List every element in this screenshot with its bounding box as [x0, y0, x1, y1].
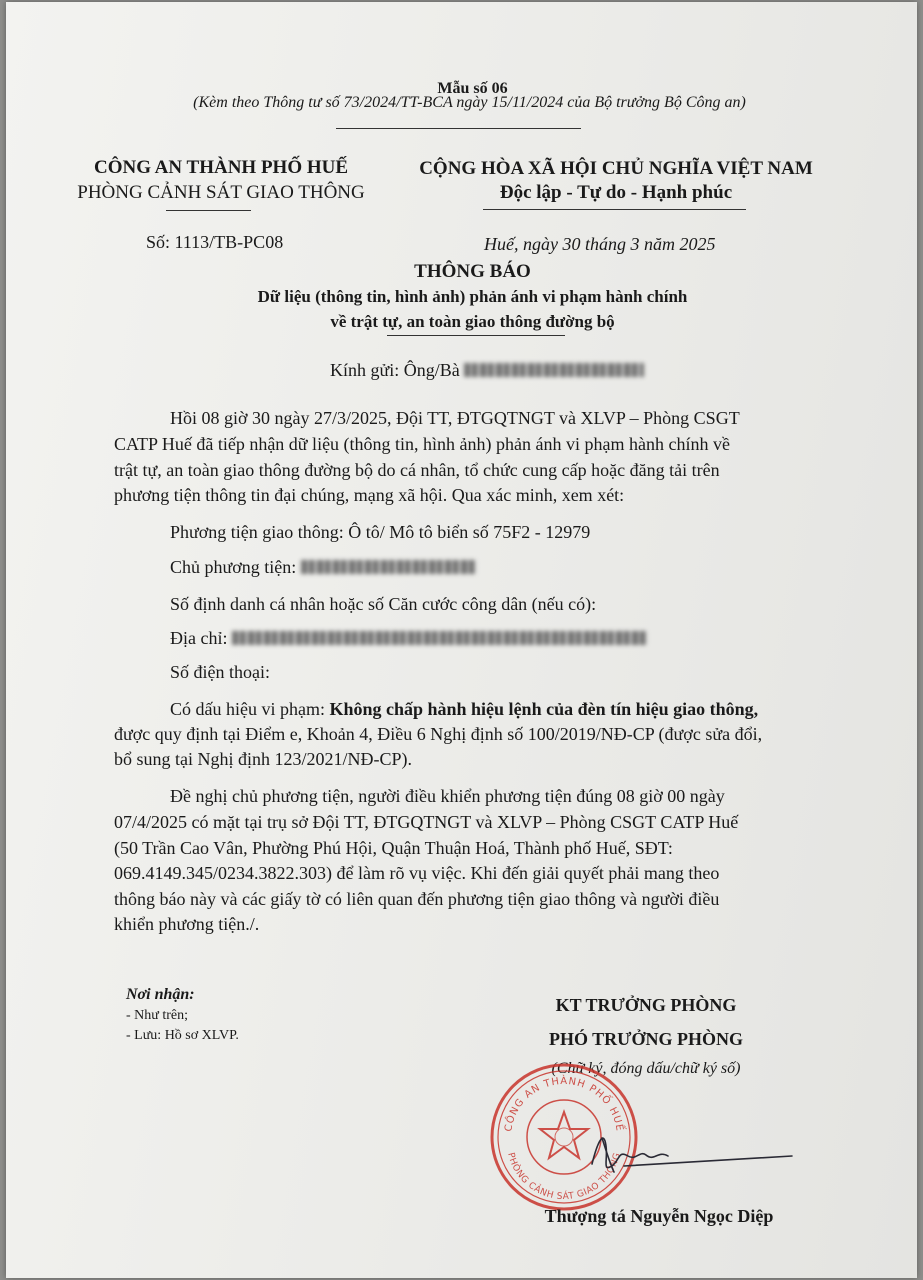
form-number: Mẫu số 06 [437, 80, 508, 97]
paragraph-2-line-4: 069.4149.345/0234.3822.303) để làm rõ vụ việc. Khi đến giải quyết phải mang theo [114, 863, 720, 883]
handwritten-signature-icon [584, 1120, 794, 1180]
owner-label: Chủ phương tiện: [170, 557, 297, 577]
signature-note: (Chữ ký, đóng dấu/chữ ký số) [551, 1060, 741, 1077]
form-reference: (Kèm theo Thông tư số 73/2024/TT-BCA ngày 15/11/2024 của Bộ trưởng Bộ Công an) [193, 94, 746, 111]
address-label: Địa chỉ: [170, 628, 228, 648]
paragraph-1-line-1: Hồi 08 giờ 30 ngày 27/3/2025, Đội TT, ĐTGQTNGT và XLVP – Phòng CSGT [170, 408, 740, 428]
document-date: Huế, ngày 30 tháng 3 năm 2025 [484, 234, 716, 254]
violation-line-1 [170, 697, 758, 721]
motto-underline [483, 209, 746, 210]
paragraph-1-line-2: CATP Huế đã tiếp nhận dữ liệu (thông tin, hình ảnh) phản ánh vi phạm hành chính về [114, 434, 730, 454]
document-number: Số: 1113/TB-PC08 [146, 232, 284, 252]
address-line [170, 626, 647, 650]
phone-label: Số điện thoại: [170, 662, 270, 682]
paragraph-2-line-1: Đề nghị chủ phương tiện, người điều khiển phương tiện đúng 08 giờ 00 ngày [170, 786, 725, 806]
left-header-underline [166, 210, 251, 211]
paragraph-1-line-4: phương tiện thông tin đại chúng, mạng xã hội. Qua xác minh, xem xét: [114, 485, 625, 505]
recipients-item-2: - Lưu: Hồ sơ XLVP. [126, 1028, 239, 1043]
paragraph-2-line-2: 07/4/2025 có mặt tại trụ sở Đội TT, ĐTGQTNGT và XLVP – Phòng CSGT CATP Huế [114, 812, 739, 832]
seal-text-bottom: PHÒNG CẢNH SÁT GIAO THÔNG [505, 1151, 623, 1203]
recipients-title: Nơi nhận: [126, 986, 195, 1003]
department-name: PHÒNG CẢNH SÁT GIAO THÔNG [77, 182, 365, 203]
country-name: CỘNG HÒA XÃ HỘI CHỦ NGHĨA VIỆT NAM [419, 158, 813, 179]
violation-prefix: Có dấu hiệu vi phạm: [170, 699, 325, 719]
vehicle-info: Phương tiện giao thông: Ô tô/ Mô tô biển số 75F2 - 12979 [170, 522, 591, 542]
document-title: THÔNG BÁO [414, 261, 531, 282]
signature-title-2: PHÓ TRƯỞNG PHÒNG [548, 1029, 743, 1049]
paragraph-2-line-6: khiển phương tiện./. [114, 914, 260, 934]
reference-underline [336, 128, 581, 129]
violation-line-2: được quy định tại Điểm e, Khoản 4, Điều 6 Nghị định số 100/2019/NĐ-CP (được sửa đổi, [114, 724, 763, 744]
paragraph-2-line-5: thông báo này và các giấy tờ có liên quan đến phương tiện giao thông và người điều [114, 889, 720, 909]
document-subtitle-2: về trật tự, an toàn giao thông đường bộ [330, 312, 615, 331]
signer-name: Thượng tá Nguyễn Ngọc Diệp [544, 1206, 774, 1226]
seal-text-top: CÔNG AN THÀNH PHỐ HUẾ [503, 1075, 625, 1133]
agency-name: CÔNG AN THÀNH PHỐ HUẾ [93, 157, 349, 178]
recipient-line [330, 358, 644, 382]
redacted-recipient-name [464, 363, 644, 377]
national-motto: Độc lập - Tự do - Hạnh phúc [499, 182, 733, 203]
id-number-label: Số định danh cá nhân hoặc số Căn cước công dân (nếu có): [170, 594, 597, 614]
violation-line-3: bổ sung tại Nghị định 123/2021/NĐ-CP). [114, 749, 413, 769]
title-underline [387, 335, 565, 336]
redacted-owner-name [301, 560, 476, 574]
recipients-item-1: - Như trên; [126, 1008, 189, 1023]
paragraph-1-line-3: trật tự, an toàn giao thông đường bộ do cá nhân, tổ chức cung cấp hoặc đăng tải trên [114, 460, 720, 480]
paragraph-2-line-3: (50 Trần Cao Vân, Phường Phú Hội, Quận Thuận Hoá, Thành phố Huế, SĐT: [114, 838, 673, 858]
signature-title-1: KT TRƯỞNG PHÒNG [555, 995, 737, 1015]
owner-line [170, 555, 476, 579]
violation-description: Không chấp hành hiệu lệnh của đèn tín hiệu giao thông, [329, 699, 759, 719]
document-page [6, 2, 917, 1278]
redacted-address [232, 631, 647, 645]
document-subtitle-1: Dữ liệu (thông tin, hình ảnh) phản ánh vi phạm hành chính [257, 287, 688, 306]
recipient-label: Kính gửi: Ông/Bà [330, 360, 460, 380]
